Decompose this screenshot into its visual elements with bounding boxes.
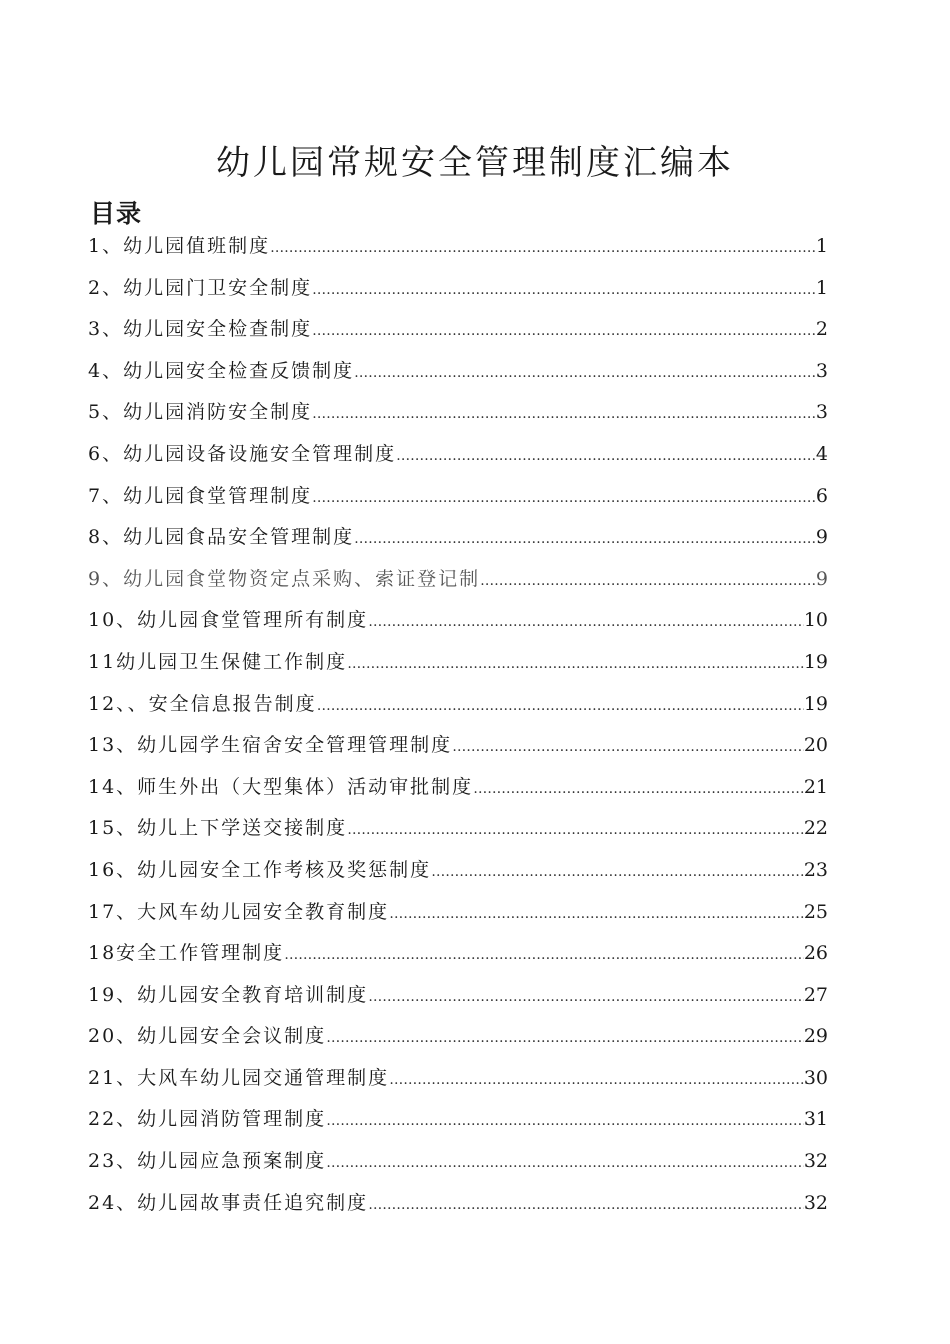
dot-leader — [396, 436, 816, 478]
dot-leader — [312, 270, 816, 312]
toc-entry[interactable] — [88, 933, 828, 975]
dot-leader — [389, 1060, 804, 1102]
toc-entry-page: 32 — [803, 1150, 828, 1173]
toc-entry-page: 2 — [815, 318, 828, 341]
toc-entry-page: 20 — [803, 734, 828, 757]
toc-entry[interactable] — [88, 1016, 828, 1058]
dot-leader — [480, 561, 816, 603]
toc-entry[interactable] — [88, 434, 828, 476]
toc-entry[interactable] — [88, 392, 828, 434]
toc-entry-page: 25 — [803, 900, 828, 923]
toc-entry-page: 1 — [815, 276, 828, 299]
toc-entry-page: 22 — [803, 817, 828, 840]
table-of-contents — [88, 226, 828, 1224]
toc-entry[interactable] — [88, 1058, 828, 1100]
toc-entry-page: 6 — [815, 484, 828, 507]
toc-entry-title: 14、师生外出（大型集体）活动审批制度 — [88, 775, 474, 798]
toc-entry-title: 6、幼儿园设备设施安全管理制度 — [88, 442, 397, 465]
toc-entry[interactable] — [88, 226, 828, 268]
toc-entry[interactable] — [88, 767, 828, 809]
toc-entry-page: 21 — [803, 775, 828, 798]
toc-entry-page: 26 — [803, 942, 828, 965]
toc-entry[interactable] — [88, 1141, 828, 1183]
toc-entry[interactable] — [88, 476, 828, 518]
dot-leader — [354, 519, 816, 561]
toc-entry[interactable] — [88, 725, 828, 767]
toc-entry-page: 30 — [803, 1066, 828, 1089]
toc-entry-title: 13、幼儿园学生宿舍安全管理管理制度 — [88, 734, 453, 757]
toc-entry-page: 19 — [803, 692, 828, 715]
toc-entry[interactable] — [88, 642, 828, 684]
toc-entry-title: 3、幼儿园安全检查制度 — [88, 318, 313, 341]
toc-entry[interactable] — [88, 351, 828, 393]
toc-entry-page: 19 — [803, 650, 828, 673]
toc-entry-title: 21、大风车幼儿园交通管理制度 — [88, 1066, 390, 1089]
toc-entry-title: 5、幼儿园消防安全制度 — [88, 401, 313, 424]
dot-leader — [317, 686, 804, 728]
toc-entry-title: 2、幼儿园门卫安全制度 — [88, 276, 313, 299]
dot-leader — [326, 1143, 804, 1185]
toc-entry[interactable] — [88, 808, 828, 850]
toc-entry-title: 18安全工作管理制度 — [88, 942, 285, 965]
toc-entry-title: 10、幼儿园食堂管理所有制度 — [88, 609, 369, 632]
dot-leader — [368, 977, 804, 1019]
dot-leader — [368, 602, 804, 644]
toc-entry-title: 16、幼儿园安全工作考核及奖惩制度 — [88, 858, 432, 881]
toc-entry[interactable] — [88, 892, 828, 934]
toc-heading: 目录 — [90, 199, 143, 228]
dot-leader — [270, 228, 816, 270]
toc-entry[interactable] — [88, 850, 828, 892]
dot-leader — [473, 769, 804, 811]
dot-leader — [326, 1018, 804, 1060]
toc-entry[interactable] — [88, 1183, 828, 1225]
toc-entry-page: 3 — [815, 359, 828, 382]
dot-leader — [347, 644, 804, 686]
toc-entry[interactable] — [88, 268, 828, 310]
toc-entry-title: 7、幼儿园食堂管理制度 — [88, 484, 313, 507]
dot-leader — [389, 894, 804, 936]
toc-entry-title: 4、幼儿园安全检查反馈制度 — [88, 359, 355, 382]
toc-entry-title: 1、幼儿园值班制度 — [88, 235, 271, 257]
toc-entry-page: 23 — [803, 858, 828, 881]
toc-entry-title: 8、幼儿园食品安全管理制度 — [88, 526, 355, 549]
toc-entry-title: 22、幼儿园消防管理制度 — [88, 1108, 327, 1131]
toc-entry[interactable] — [88, 559, 828, 601]
toc-entry-page: 32 — [803, 1191, 828, 1214]
toc-entry-page: 27 — [803, 983, 828, 1006]
dot-leader — [431, 852, 804, 894]
dot-leader — [312, 311, 816, 353]
toc-entry-title: 11幼儿园卫生保健工作制度 — [88, 650, 348, 673]
dot-leader — [312, 394, 816, 436]
toc-entry[interactable] — [88, 309, 828, 351]
dot-leader — [368, 1185, 804, 1227]
dot-leader — [284, 935, 804, 977]
dot-leader — [326, 1101, 804, 1143]
toc-entry-title: 17、大风车幼儿园安全教育制度 — [88, 900, 390, 923]
toc-entry[interactable] — [88, 517, 828, 559]
toc-entry-page: 9 — [815, 526, 828, 549]
dot-leader — [347, 810, 804, 852]
dot-leader — [452, 727, 804, 769]
toc-entry-title: 20、幼儿园安全会议制度 — [88, 1025, 327, 1048]
toc-entry-page: 1 — [815, 235, 828, 257]
toc-entry-title: 23、幼儿园应急预案制度 — [88, 1150, 327, 1173]
toc-entry[interactable] — [88, 684, 828, 726]
toc-entry-title: 19、幼儿园安全教育培训制度 — [88, 983, 369, 1006]
toc-entry-page: 10 — [803, 609, 828, 632]
toc-entry[interactable] — [88, 1099, 828, 1141]
toc-entry-page: 9 — [815, 567, 828, 590]
toc-entry-title: 9、幼儿园食堂物资定点采购、索证登记制 — [88, 567, 481, 590]
toc-entry[interactable] — [88, 600, 828, 642]
toc-entry-page: 31 — [803, 1108, 828, 1131]
toc-entry-title: 24、幼儿园故事责任追究制度 — [88, 1191, 369, 1214]
toc-entry-page: 4 — [815, 442, 828, 465]
toc-entry-title: 12、、安全信息报告制度 — [88, 692, 317, 715]
toc-entry[interactable] — [88, 975, 828, 1017]
toc-entry-title: 15、幼儿上下学送交接制度 — [88, 817, 348, 840]
toc-entry-page: 3 — [815, 401, 828, 424]
toc-entry-page: 29 — [803, 1025, 828, 1048]
dot-leader — [354, 353, 816, 395]
dot-leader — [312, 478, 816, 520]
page-title: 幼儿园常规安全管理制度汇编本 — [216, 142, 734, 183]
